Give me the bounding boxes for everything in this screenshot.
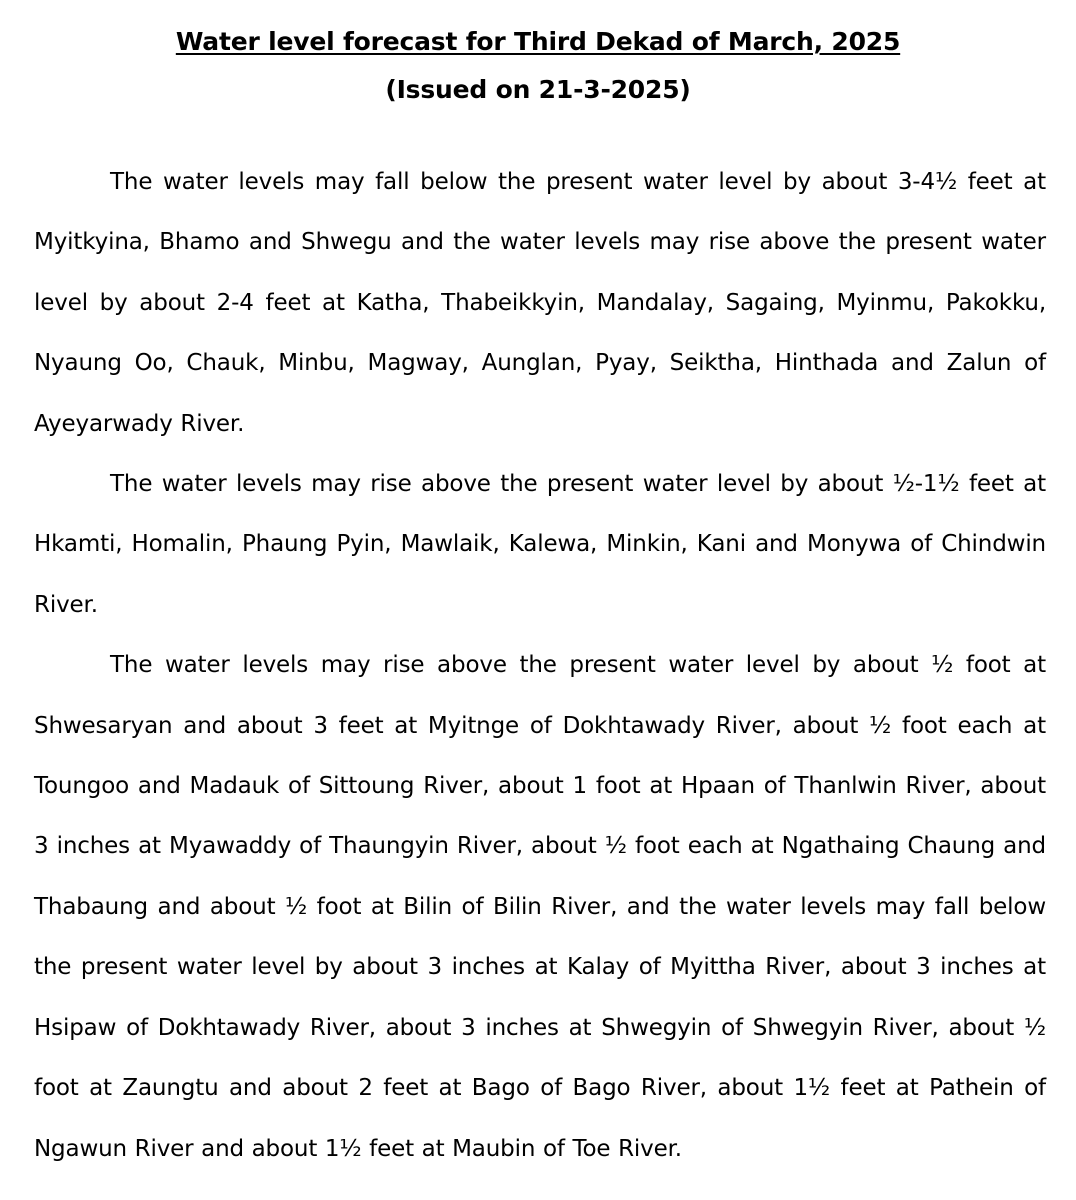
issued-date: (Issued on 21-3-2025) [385, 75, 691, 104]
document-body [34, 152, 1046, 1179]
paragraph-other-rivers: The water levels may rise above the present water level by about ½ foot at Shwesaryan and about 3 feet at Myitnge of Dokhtawady River, about ½ foot each at Toungoo and Madauk of Sittoung River, about 1 foot at Hpaan of Thanlwin River, about 3 inches at Myawaddy of Thaungyin River, about ½ foot each at Ngathaing Chaung and Thabaung and about ½ foot at Bilin of Bilin River, and the water levels may fall below the present water level by about 3 inches at Kalay of Myittha River, about 3 inches at Hsipaw of Dokhtawady River, about 3 inches at Shwegyin of Shwegyin River, about ½ foot at Zaungtu and about 2 feet at Bago of Bago River, about 1½ feet at Pathein of Ngawun River and about 1½ feet at Maubin of Toe River. [34, 652, 1046, 1162]
paragraph-chindwin: The water levels may rise above the present water level by about ½-1½ feet at Hkamti, Homalin, Phaung Pyin, Mawlaik, Kalewa, Minkin, Kani and Monywa of Chindwin River. [34, 471, 1046, 618]
document-title: Water level forecast for Third Dekad of March, 2025 [175, 27, 901, 56]
paragraph-ayeyarwady: The water levels may fall below the present water level by about 3-4½ feet at Myitkyina, Bhamo and Shwegu and the water levels may rise above the present water level by about 2-4 feet at Katha, Thabeikkyin, Mandalay, Sagaing, Myinmu, Pakokku, Nyaung Oo, Chauk, Minbu, Magway, Aunglan, Pyay, Seiktha, Hinthada and Zalun of Ayeyarwady River. [34, 169, 1046, 437]
